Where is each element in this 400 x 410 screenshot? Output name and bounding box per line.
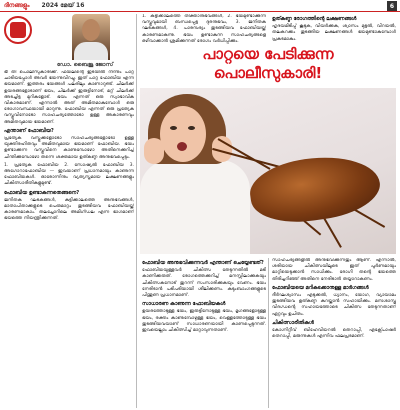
right-top-para: ഹൃദയമിടിപ്പ് കൂടുക, വിയർക്കുക, ശ്വാസം മുട്ടൽ, വിറയൽ, തലകറക്കം തുടങ്ങിയ ലക്ഷണങ്ങൾ ഭയമുണ്ടാകുമ്പോൾ പ്രകടമാകും. bbox=[272, 24, 396, 42]
bottom-right-column bbox=[272, 258, 396, 408]
middle-top-para: 1. കുട്ടിക്കാലത്തെ തിക്താനുഭവങ്ങൾ, 2. ഭയമുണ്ടാക്കുന്ന വസ്തുവുമായി ബന്ധപ്പെട്ട ദുരനുഭവം, 3. ജനിതക ഘടകങ്ങൾ, 4. പാരമ്പര്യം തുടങ്ങിയവ ഫോബിയയ്ക്ക് കാരണമാകുന്നു. ഭയം ഉണ്ടാകുന്ന സാഹചര്യങ്ങളെ ഒഴിവാക്കാൻ ശ്രമിക്കുന്നത് രോഗം വർധിപ്പിക്കും. bbox=[142, 14, 266, 44]
bottom-right-para-1: സാഹചര്യങ്ങളിൽ അനുഭവിക്കുന്നതും ആണ്. എന്നാൽ, ശരിയായ ചികിത്സയിലൂടെ ഇത് പൂർണമായും മാറ്റിയെടുക്കാൻ സാധിക്കും. രോഗി തന്റെ ഭയത്തെ തിരിച്ചറിഞ്ഞ് അതിനെ നേരിടാൻ തയ്യാറാകണം. bbox=[272, 258, 396, 282]
page-header bbox=[0, 0, 400, 12]
author-face bbox=[82, 19, 100, 41]
woman-mouth bbox=[177, 142, 187, 151]
left-list: 1. പ്രത്യേക ഫോബിയ 2. സോഷ്യൽ ഫോബിയ 3. അഗോറാഫോബിയ — ഇവയാണ് പ്രധാനമായും കാണുന്ന ഫോബിയകൾ. ഓരോന്നിനും വ്യത്യസ്തമായ ലക്ഷണങ്ങളും ചികിത്സാരീതികളുമുണ്ട്. bbox=[4, 162, 134, 187]
left-subheading-2: ഫോബിയ ഉണ്ടാകുന്നതെങ്ങനെ? bbox=[4, 189, 80, 196]
woman-left-hand bbox=[144, 138, 164, 164]
column-divider bbox=[136, 14, 137, 408]
right-subheading-2: ചികിത്സാരീതികൾ bbox=[272, 319, 314, 326]
issue-date: 2024 മേയ് 16 bbox=[41, 1, 85, 9]
bottom-middle-para-1: ഫോബിയയുള്ളവർ ചികിത്സ തേടുന്നതിൽ മടി കാണിക്കരുത്. രോഗത്തെക്കുറിച്ച് മനസ്സിലാക്കുകയും ചികിത്സകനോട് തുറന്ന് സംസാരിക്കുകയും വേണം. ഭയം നേരിടാൻ പടിപടിയായി ശീലിക്കണം. കുടുംബാംഗങ്ങളുടെ പിന്തുണ പ്രധാനമാണ്. bbox=[142, 268, 266, 299]
right-para-2: കോഗ്നിറ്റീവ് ബിഹേവിയറൽ തെറാപ്പി, എക്സ്പോഷർ തെറാപ്പി, മരുന്നുകൾ എന്നിവ ഫലപ്രദമാണ്. bbox=[272, 328, 396, 340]
woman-left-eye bbox=[170, 126, 177, 130]
right-subheading-1: ഉത്കണ്ഠ രോഗത്തിന്റെ ലക്ഷണങ്ങൾ bbox=[272, 16, 357, 22]
headline-line-1: പാറ്റയെ പേടിക്കുന്ന bbox=[202, 45, 334, 63]
woman-body bbox=[140, 160, 250, 254]
bottom-middle-para-2: ഉയരത്തോടുള്ള ഭയം, ഇരുട്ടിനോടുള്ള ഭയം, മൃഗങ്ങളോടുള്ള ഭയം, രക്തം കാണുമ്പോഴുള്ള ഭയം, വെള്ളത്തോടുള്ള ഭയം തുടങ്ങിയവയാണ് സാധാരണയായി കാണപ്പെടുന്നത്. ഇവയെല്ലാം ചികിത്സിച്ച് മാറ്റാവുന്നതാണ്. bbox=[142, 309, 266, 334]
left-para-3: ജനിതക ഘടകങ്ങൾ, കുട്ടിക്കാലത്തെ അനുഭവങ്ങൾ, മാതാപിതാക്കളുടെ പെരുമാറ്റം തുടങ്ങിയവ ഫോബിയയ്ക്ക് കാരണമാകാം. തലച്ചോറിലെ അമിഗ്ഡല എന്ന ഭാഗമാണ് ഭയത്തെ നിയന്ത്രിക്കുന്നത്. bbox=[4, 197, 134, 222]
column-divider bbox=[268, 258, 269, 408]
author-photo bbox=[72, 14, 110, 60]
author-byline: ഡോ. ബൈജു ജോസ് bbox=[56, 62, 114, 68]
headline bbox=[150, 45, 386, 87]
column-logo bbox=[4, 16, 32, 44]
logo-mark bbox=[10, 22, 26, 38]
bottom-right-subheading: ഫോബിയയെ മറികടക്കാനുള്ള മാർഗങ്ങൾ bbox=[272, 284, 369, 291]
cockroach bbox=[246, 149, 383, 228]
bottom-middle-subheading-1: ഫോബിയ അനുഭവിക്കുന്നവർ എന്താണ് ചെയ്യേണ്ടത്? bbox=[142, 260, 264, 266]
left-para-1: ഭീ തി പൊലീസുകാരിക്ക്. ഫയലിന്റെ ഇടയിൽ നിന്നും പാറ്റ ചാടിയപ്പോൾ അവർ ഭയന്നുവിറച്ചു. ഇത് പാറ്റ ഫോബിയ എന്ന ഭയമാണ്. ഇത്തരം ഭയങ്ങൾ പലരിലും കാണാറുണ്ട്. ചിലർക്ക് ഉയരങ്ങളോടാണ് ഭയം, ചിലർക്ക് ഇരുട്ടിനോട്, മറ്റ് ചിലർക്ക് അടച്ചിട്ട മുറികളോട്. ഭയം എന്നത് ഒരു സ്വാഭാവിക വികാരമാണ്. എന്നാൽ അത് അമിതമാകുമ്പോൾ ഒരു രോഗാവസ്ഥയായി മാറുന്നു. ഫോബിയ എന്നത് ഒരു പ്രത്യേക വസ്തുവിനോടോ സാഹചര്യത്തോടോ ഉള്ള അകാരണവും അമിതവുമായ ഭയമാണ്. bbox=[4, 70, 134, 125]
bottom-middle-column bbox=[142, 258, 266, 408]
right-top-column bbox=[272, 14, 396, 46]
story-photo bbox=[140, 88, 396, 254]
section-name: ദിനങ്ങളും bbox=[4, 1, 30, 9]
woman-face bbox=[160, 106, 206, 162]
left-subheading-1: എന്താണ് ഫോബിയ? bbox=[4, 127, 54, 134]
page-number: 6 bbox=[387, 1, 397, 11]
left-column bbox=[4, 70, 134, 408]
middle-top-column bbox=[142, 14, 266, 46]
bottom-middle-subheading-2: സാധാരണ കാണുന്ന ഫോബിയകൾ bbox=[142, 301, 226, 308]
left-para-2: പ്രത്യേക വസ്തുക്കളോടോ സാഹചര്യങ്ങളോടോ ഉള്ള യുക്തിരഹിതവും അമിതവുമായ ഭയമാണ് ഫോബിയ. ഭയം ഉണ്ടാക്കുന്ന വസ്തുവിനെ കാണുമ്പോഴോ അതിനെക്കുറിച്ച് ചിന്തിക്കുമ്പോഴോ തന്നെ ശക്തമായ ഉത്കണ്ഠ അനുഭവപ്പെടും. bbox=[4, 136, 134, 160]
woman-right-eye bbox=[188, 126, 195, 130]
bottom-right-para-2: ദീർഘശ്വാസം എടുക്കൽ, ധ്യാനം, യോഗ, വ്യായാമം തുടങ്ങിയവ ഉത്കണ്ഠ കുറയ്ക്കാൻ സഹായിക്കും. മനഃശാസ്ത്ര വിദഗ്ധന്റെ സഹായത്തോടെ ചികിത്സ തേടുന്നതാണ് ഏറ്റവും ഉചിതം. bbox=[272, 293, 396, 317]
headline-line-2: പൊലീസുകാരി! bbox=[213, 64, 323, 82]
author-shirt bbox=[74, 42, 108, 60]
